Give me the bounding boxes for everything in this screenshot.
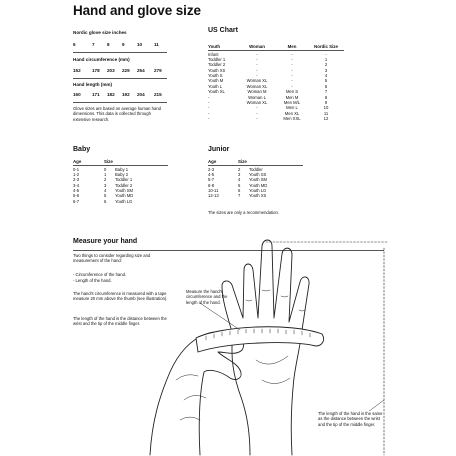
table-cell: 5 — [104, 193, 107, 199]
junior-heading: Junior — [208, 146, 230, 153]
table-cell: 2-3 — [73, 177, 80, 183]
table-cell: Youth L — [208, 83, 223, 89]
callout-length: The length of the hand is the same as the distance between the wrist and the tip of the middle finger. — [318, 411, 383, 427]
circumference-value: 229 — [122, 68, 130, 73]
table-cell: - — [291, 73, 293, 79]
table-cell: 2 — [104, 177, 107, 183]
table-cell: - — [325, 51, 327, 57]
table-cell: 3 — [104, 182, 107, 188]
table-cell: 6 — [238, 188, 241, 194]
table-cell: Youth XL — [208, 89, 225, 95]
table-cell: Youth SM — [249, 177, 268, 183]
table-cell: Baby 2 — [115, 171, 129, 177]
table-cell: 6-8 — [208, 182, 215, 188]
table-cell: - — [208, 110, 210, 116]
table-cell: 4-5 — [208, 171, 215, 177]
table-cell: Woman XL — [246, 78, 268, 84]
measure-heading: Measure your hand — [73, 238, 138, 245]
table-cell: Youth LG — [249, 188, 267, 194]
table-cell: Baby 1 — [115, 166, 129, 172]
us-chart-heading: US Chart — [208, 27, 238, 34]
table-cell: Youth MD — [115, 193, 134, 199]
table-cell: Toddler 2 — [115, 182, 133, 188]
circumference-value: 203 — [107, 68, 115, 73]
table-cell: 10-11 — [208, 188, 219, 194]
table-cell: 5-6 — [73, 193, 80, 199]
table-cell: 4-5 — [73, 188, 80, 194]
table-cell: 12-13 — [208, 193, 219, 199]
table-cell: 2-3 — [208, 166, 215, 172]
column-header: Age — [208, 159, 217, 164]
column-header: Age — [73, 159, 82, 164]
measure-circ-note: The hand's circumference is measured with a tape measure 20 mm above the thumb (see illustration). — [73, 291, 168, 302]
table-cell: Men S — [285, 89, 299, 95]
column-header: Youth — [208, 44, 221, 49]
table-cell: Youth S — [208, 73, 223, 79]
nordic-note: Glove sizes are based on average human hand dimensions. This data is collected through extensive research. — [73, 106, 161, 122]
table-cell: Youth MD — [249, 182, 268, 188]
table-cell: Men XXL — [283, 116, 301, 122]
column-header: Nordic Size — [314, 44, 338, 49]
table-cell: 3 — [238, 171, 241, 177]
baby-heading: Baby — [73, 146, 91, 153]
nordic-size: 10 — [137, 42, 143, 47]
table-cell: 4 — [104, 188, 107, 194]
table-cell: 12 — [323, 116, 329, 122]
measure-length-note: The length of the hand is the distance between the wrist and the tip of the middle finger. — [73, 316, 167, 327]
column-header: Men — [287, 44, 297, 49]
table-cell: 5 — [324, 78, 328, 84]
table-cell: - — [256, 73, 258, 79]
table-cell: Woman L — [248, 94, 266, 100]
nordic-size: 9 — [122, 42, 125, 47]
table-cell: Toddler 1 — [208, 56, 226, 62]
table-cell: 0 — [104, 166, 107, 172]
callout-circumference: Measure the hand's circumference and the length of the hand. — [186, 289, 228, 305]
length-value: 160 — [73, 92, 81, 97]
circumference-heading: Hand circumference (mm) — [73, 57, 130, 62]
callout-line-circumference — [200, 303, 240, 330]
nordic-size-heading: Nordic glove size inches — [73, 30, 127, 35]
table-cell: Toddler 2 — [208, 62, 226, 68]
palm-lines — [256, 356, 290, 384]
table-cell: - — [208, 100, 210, 106]
table-cell: - — [256, 110, 258, 116]
table-cell: 7 — [324, 89, 328, 95]
table-cell: Woman XL — [246, 100, 268, 106]
table-cell: 2 — [324, 62, 328, 68]
nordic-size: 7 — [92, 42, 95, 47]
table-cell: 9 — [324, 100, 328, 106]
column-header: Size — [104, 159, 113, 164]
table-cell: 5-7 — [208, 177, 215, 183]
table-cell: - — [291, 51, 293, 57]
table-cell: 1 — [104, 171, 107, 177]
circumference-value: 279 — [154, 68, 162, 73]
table-cell: Woman XL — [246, 83, 268, 89]
table-cell: Woman M — [247, 89, 267, 95]
table-cell: Toddler 1 — [115, 177, 133, 183]
circumference-value: 178 — [92, 68, 100, 73]
nordic-size: 6 — [73, 42, 76, 47]
table-cell: Men M/L — [283, 100, 301, 106]
table-cell: - — [291, 78, 293, 84]
table-cell: - — [291, 62, 293, 68]
table-cell: 3-4 — [73, 182, 80, 188]
nordic-size: 8 — [107, 42, 110, 47]
table-cell: Youth SS — [249, 171, 267, 177]
table-cell: Men L — [286, 105, 298, 111]
measure-point-circumference: - Circumference of the hand. — [73, 272, 127, 277]
table-cell: 8 — [324, 94, 328, 100]
table-cell: - — [256, 116, 258, 122]
table-cell: 4 — [238, 177, 241, 183]
table-cell: Toddler — [249, 166, 263, 172]
table-cell: 0-1 — [73, 166, 80, 172]
holding-hand-outline — [150, 332, 244, 455]
table-cell: - — [256, 62, 258, 68]
table-cell: - — [208, 94, 210, 100]
table-cell: Men XL — [284, 110, 300, 116]
table-cell: - — [208, 116, 210, 122]
table-cell: - — [291, 56, 293, 62]
table-cell: 10 — [323, 105, 329, 111]
length-value: 192 — [122, 92, 130, 97]
table-cell: 6 — [104, 198, 107, 204]
table-cell: Youth LG — [115, 198, 133, 204]
holding-hand-detail — [176, 375, 206, 420]
measure-point-length: - Length of the hand. — [73, 278, 112, 283]
table-cell: 3 — [324, 67, 328, 73]
measure-intro: Two things to consider regarding size and measurement of the hand: — [73, 253, 151, 264]
length-value: 182 — [107, 92, 115, 97]
column-header: Size — [238, 159, 247, 164]
table-cell: 6 — [324, 83, 328, 89]
length-heading: Hand length (mm) — [73, 82, 113, 87]
table-cell: - — [256, 51, 258, 57]
table-cell: Youth M — [208, 78, 224, 84]
table-cell: Youth XS — [249, 193, 267, 199]
length-value: 171 — [92, 92, 100, 97]
column-header: Woman — [249, 44, 265, 49]
table-cell: - — [208, 105, 210, 111]
table-cell: Youth XS — [208, 67, 226, 73]
circumference-value: 254 — [137, 68, 145, 73]
table-cell: Youth SM — [115, 188, 134, 194]
length-value: 215 — [154, 92, 162, 97]
junior-note: The sizes are only a recommendation. — [208, 210, 279, 215]
table-cell: 1 — [324, 56, 328, 62]
table-cell: 7 — [238, 193, 241, 199]
table-cell: 1-2 — [73, 171, 80, 177]
open-hand-outline — [222, 240, 309, 455]
table-cell: - — [256, 105, 258, 111]
table-cell: Infant — [208, 51, 219, 57]
table-cell: Men M — [285, 94, 299, 100]
table-cell: - — [256, 56, 258, 62]
circumference-value: 152 — [73, 68, 81, 73]
table-cell: 4 — [324, 73, 328, 79]
table-cell: - — [256, 67, 258, 73]
table-cell: - — [291, 83, 293, 89]
length-value: 204 — [137, 92, 145, 97]
table-cell: - — [291, 67, 293, 73]
nordic-size: 11 — [154, 42, 159, 47]
page-title: Hand and glove size — [73, 3, 201, 18]
table-cell: 6-7 — [73, 198, 80, 204]
table-cell: 11 — [323, 110, 329, 116]
tape-measure — [196, 327, 324, 352]
table-cell: 5 — [238, 182, 241, 188]
table-cell: 2 — [238, 166, 241, 172]
